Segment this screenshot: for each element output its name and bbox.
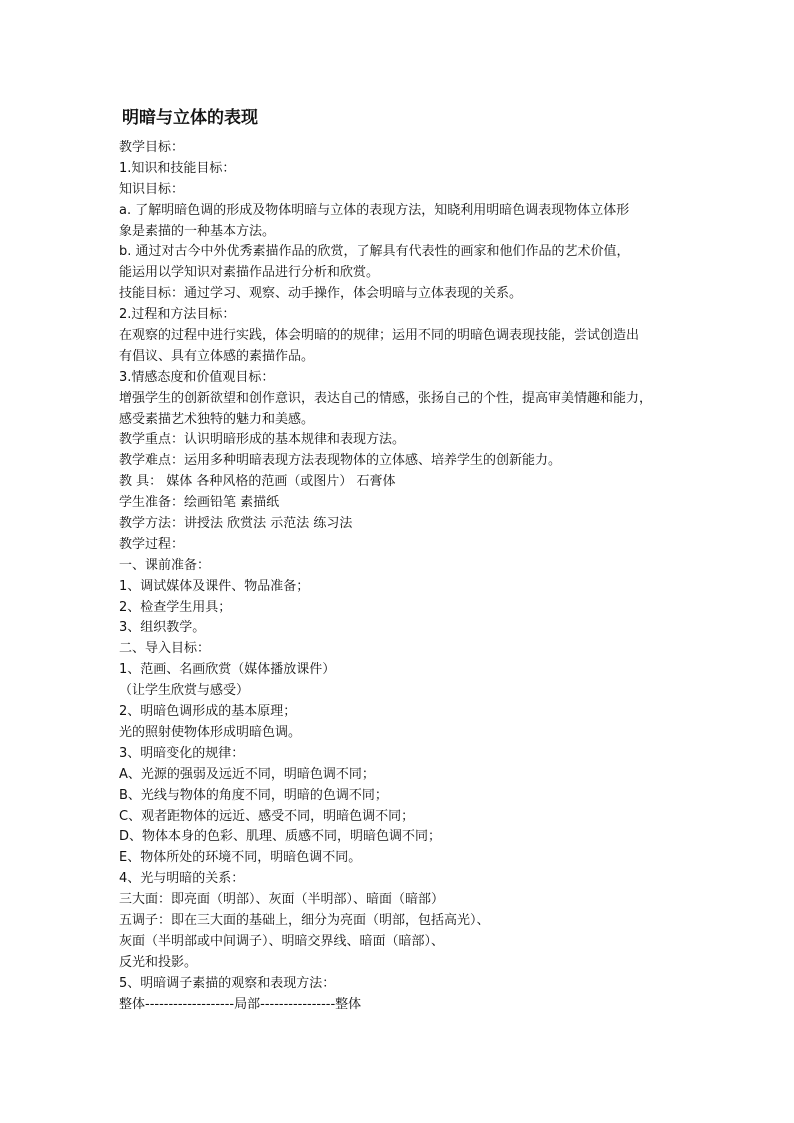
text-line: 光的照射使物体形成明暗色调。 <box>119 724 302 740</box>
text-line: a. 了解明暗色调的形成及物体明暗与立体的表现方法，知晓利用明暗色调表现物体立体形 <box>119 202 630 218</box>
text-line: 1、范画、名画欣赏（媒体播放课件） <box>119 662 336 678</box>
text-line: 教学重点：认识明暗形成的基本规律和表现方法。 <box>119 432 406 448</box>
text-line: A、光源的强弱及远近不同，明暗色调不同； <box>119 766 375 782</box>
text-line: b. 通过对古今中外优秀素描作品的欣赏，了解具有代表性的画家和他们作品的艺术价值， <box>119 244 630 260</box>
text-line: 反光和投影。 <box>119 954 198 970</box>
text-line: B、光线与物体的角度不同，明暗的色调不同； <box>119 787 388 803</box>
text-line: 增强学生的创新欲望和创作意识，表达自己的情感，张扬自己的个性，提高审美情趣和能力， <box>119 390 653 406</box>
text-line: D、物体本身的色彩、肌理、质感不同，明暗色调不同； <box>119 829 442 845</box>
text-line: 3、组织教学。 <box>119 620 206 636</box>
text-line: 技能目标：通过学习、观察、动手操作，体会明暗与立体表现的关系。 <box>119 286 523 302</box>
text-line: 知识目标： <box>119 181 185 197</box>
text-line: 1、调试媒体及课件、物品准备； <box>119 578 310 594</box>
text-line: 在观察的过程中进行实践，体会明暗的的规律；运用不同的明暗色调表现技能，尝试创造出 <box>119 328 640 344</box>
text-line: 学生准备：绘画铅笔 素描纸 <box>119 495 280 511</box>
text-line: 二、导入目标： <box>119 641 211 657</box>
text-line: 整体-------------------局部----------------整体 <box>119 996 362 1012</box>
text-line: 一、课前准备： <box>119 557 211 573</box>
text-line: 灰面（半明部或中间调子）、明暗交界线、暗面（暗部）、 <box>119 933 445 949</box>
text-line: 象是素描的一种基本方法。 <box>119 223 276 239</box>
text-line: 能运用以学知识对素描作品进行分析和欣赏。 <box>119 265 380 281</box>
document-title: 明暗与立体的表现 <box>122 108 258 128</box>
text-line: 教学方法：讲授法 欣赏法 示范法 练习法 <box>119 516 353 532</box>
text-line: 5、明暗调子素描的观察和表现方法： <box>119 975 336 991</box>
text-line: 2.过程和方法目标： <box>119 307 236 323</box>
text-line: （让学生欣赏与感受） <box>119 683 250 699</box>
text-line: 教 具： 媒体 各种风格的范画（或图片） 石膏体 <box>119 474 396 490</box>
text-line: 教学难点：运用多种明暗表现方法表现物体的立体感、培养学生的创新能力。 <box>119 453 562 469</box>
text-line: 五调子：即在三大面的基础上，细分为亮面（明部，包括高光）、 <box>119 912 490 928</box>
text-line: 有倡议、具有立体感的素描作品。 <box>119 348 315 364</box>
text-line: C、观者距物体的远近、感受不同，明暗色调不同； <box>119 808 415 824</box>
text-line: 1.知识和技能目标： <box>119 160 236 176</box>
text-line: 3、明暗变化的规律： <box>119 745 245 761</box>
text-line: 4、光与明暗的关系： <box>119 871 245 887</box>
text-line: 感受素描艺术独特的魅力和美感。 <box>119 411 315 427</box>
document-body <box>119 138 679 1015</box>
text-line: 教学过程： <box>119 536 185 552</box>
text-line: 三大面：即亮面（明部）、灰面（半明部）、暗面（暗部） <box>119 892 445 908</box>
text-line: 3.情感态度和价值观目标： <box>119 369 275 385</box>
text-line: 2、检查学生用具； <box>119 599 232 615</box>
text-line: 2、明暗色调形成的基本原理； <box>119 704 297 720</box>
text-line: 教学目标： <box>119 140 185 155</box>
text-line: E、物体所处的环境不同，明暗色调不同。 <box>119 850 362 866</box>
